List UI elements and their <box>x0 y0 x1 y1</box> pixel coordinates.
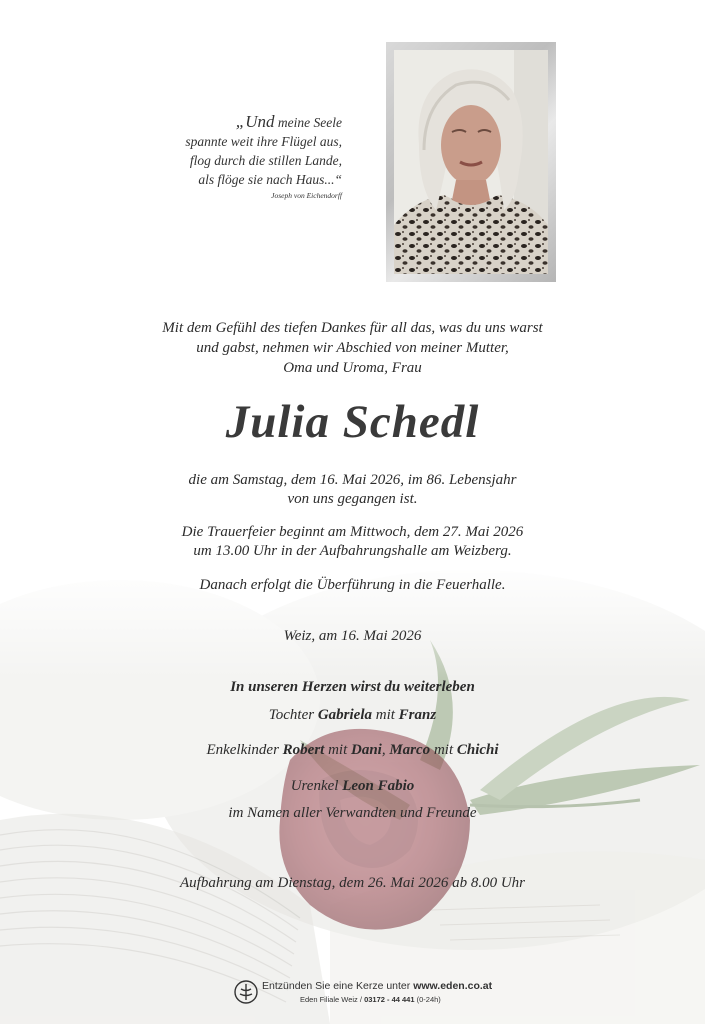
daughter-partner: Franz <box>398 707 437 723</box>
grand1-partner: Dani <box>351 742 382 758</box>
candle-text <box>262 980 492 992</box>
phone-number: 03172 - 44 441 <box>364 995 415 1004</box>
funeral-home-footer <box>232 978 492 1008</box>
deceased-name: Julia Schedl <box>225 396 480 448</box>
grand2-name: Marco <box>389 742 431 758</box>
portrait-photo <box>394 50 548 274</box>
portrait-image <box>394 50 548 274</box>
daughter-mit: mit <box>372 707 399 723</box>
quote-first-word: „Und <box>235 112 275 131</box>
intro-text <box>0 318 705 378</box>
grand-separator: , <box>381 742 390 758</box>
daughter-name: Gabriela <box>317 707 372 723</box>
candle-prefix: Entzünden Sie eine Kerze unter <box>262 980 414 992</box>
family-relatives: im Namen aller Verwandten und Freunde <box>228 805 477 821</box>
quote-line-2: spannte weit ihre Flügel aus, <box>185 134 342 149</box>
quote-line-3: flog durch die stillen Lande, <box>189 153 342 168</box>
viewing-info: Aufbahrung am Dienstag, dem 26. Mai 2026 ab 8.00 Uhr <box>180 875 525 891</box>
quote-line-4: als flöge sie nach Haus...“ <box>198 172 342 187</box>
website-link[interactable]: www.eden.co.at <box>413 980 493 992</box>
branch-info <box>300 995 441 1004</box>
eden-logo-icon <box>234 980 258 1004</box>
grand1-name: Robert <box>282 742 325 758</box>
family-daughter <box>0 706 705 725</box>
quote-line-1: meine Seele <box>274 115 342 130</box>
portrait-frame <box>386 42 556 282</box>
service-line-1: Die Trauerfeier beginnt am Mittwoch, dem 27. Mai 2026 <box>181 524 524 540</box>
service-info <box>0 523 705 561</box>
grand-prefix: Enkelkinder <box>206 742 283 758</box>
intro-line-2: und gabst, nehmen wir Abschied von meiner Mutter, <box>196 340 509 356</box>
family-heading-text: In unseren Herzen wirst du weiterleben <box>230 679 475 695</box>
service-line-2: um 13.00 Uhr in der Aufbahrungshalle am Weizberg. <box>193 543 512 559</box>
family-heading <box>0 678 705 697</box>
family-grandchildren <box>0 741 705 760</box>
great-prefix: Urenkel <box>290 778 343 794</box>
daughter-prefix: Tochter <box>268 707 318 723</box>
branch-prefix: Eden Filiale Weiz / <box>300 995 365 1004</box>
poem-quote <box>150 112 342 201</box>
grand2-partner: Chichi <box>456 742 499 758</box>
family-great-grandchild <box>0 777 705 796</box>
death-line-1: die am Samstag, dem 16. Mai 2026, im 86. Lebensjahr <box>188 472 517 488</box>
great-name: Leon Fabio <box>342 778 415 794</box>
intro-line-3: Oma und Uroma, Frau <box>283 360 422 376</box>
quote-author: Joseph von Eichendorff <box>271 191 342 200</box>
intro-line-1: Mit dem Gefühl des tiefen Dankes für all das, was du uns warst <box>162 320 543 336</box>
grand-mit-1: mit <box>324 742 351 758</box>
place-date: Weiz, am 16. Mai 2026 <box>283 628 422 644</box>
phone-hours: (0-24h) <box>414 995 441 1004</box>
death-info <box>0 471 705 509</box>
death-line-2: von uns gegangen ist. <box>287 491 418 507</box>
transfer-info: Danach erfolgt die Überführung in die Feuerhalle. <box>199 577 506 593</box>
grand-mit-2: mit <box>430 742 457 758</box>
